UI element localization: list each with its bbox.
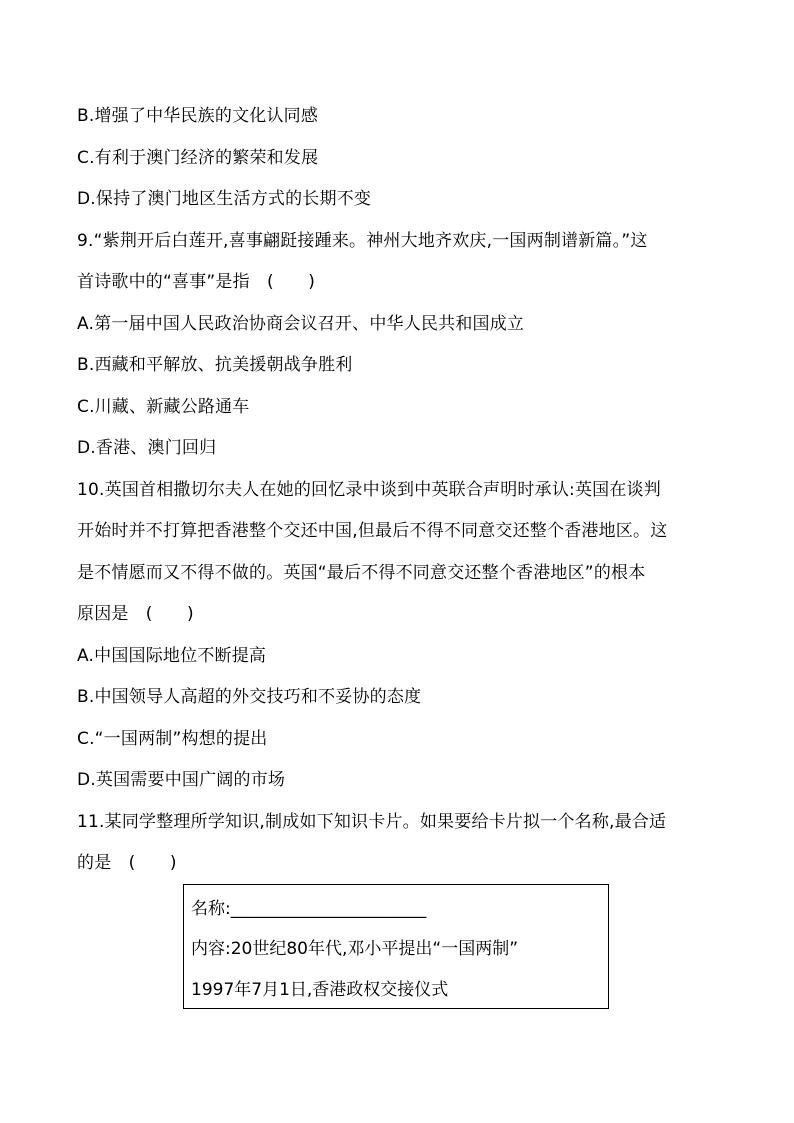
- q10-stem-line1: 10.英国首相撒切尔夫人在她的回忆录中谈到中英联合声明时承认:英国在谈判: [77, 480, 661, 500]
- q11-stem-line1: 11.某同学整理所学知识,制成如下知识卡片。如果要给卡片拟一个名称,最合适: [77, 812, 667, 832]
- q9-option-d: D.香港、澳门回归: [77, 438, 217, 458]
- q8-option-c: C.有利于澳门经济的繁荣和发展: [77, 148, 319, 168]
- q8-option-b: B.增强了中华民族的文化认同感: [77, 106, 319, 126]
- q9-stem-line2: 首诗歌中的“喜事”是指 ( ): [77, 272, 316, 292]
- q9-option-c: C.川藏、新藏公路通车: [77, 397, 250, 417]
- q10-option-c: C.“一国两制”构想的提出: [77, 729, 268, 749]
- q10-stem-line2: 开始时并不打算把香港整个交还中国,但最后不得不同意交还整个香港地区。这: [77, 521, 668, 541]
- card-content-line2: 1997年7月1日,香港政权交接仪式: [191, 980, 449, 1000]
- q9-stem-line1: 9.“紫荆开后白莲开,喜事翩跹接踵来。神州大地齐欢庆,一国两制谱新篇。”这: [77, 231, 648, 251]
- q9-option-a: A.第一届中国人民政治协商会议召开、中华人民共和国成立: [77, 314, 525, 334]
- card-name-line: 名称:_______________________: [191, 899, 427, 919]
- q11-stem-line2: 的是 ( ): [77, 853, 177, 873]
- knowledge-card: [183, 884, 609, 1009]
- q10-stem-line4: 原因是 ( ): [77, 604, 194, 624]
- q10-stem-line3: 是不情愿而又不得不做的。英国“最后不得不同意交还整个香港地区”的根本: [77, 563, 646, 583]
- q10-option-d: D.英国需要中国广阔的市场: [77, 770, 286, 790]
- q10-option-a: A.中国国际地位不断提高: [77, 646, 267, 666]
- card-content-line1: 内容:20世纪80年代,邓小平提出“一国两制”: [191, 939, 519, 959]
- q9-option-b: B.西藏和平解放、抗美援朝战争胜利: [77, 355, 353, 375]
- q10-option-b: B.中国领导人高超的外交技巧和不妥协的态度: [77, 687, 422, 707]
- q8-option-d: D.保持了澳门地区生活方式的长期不变: [77, 189, 372, 209]
